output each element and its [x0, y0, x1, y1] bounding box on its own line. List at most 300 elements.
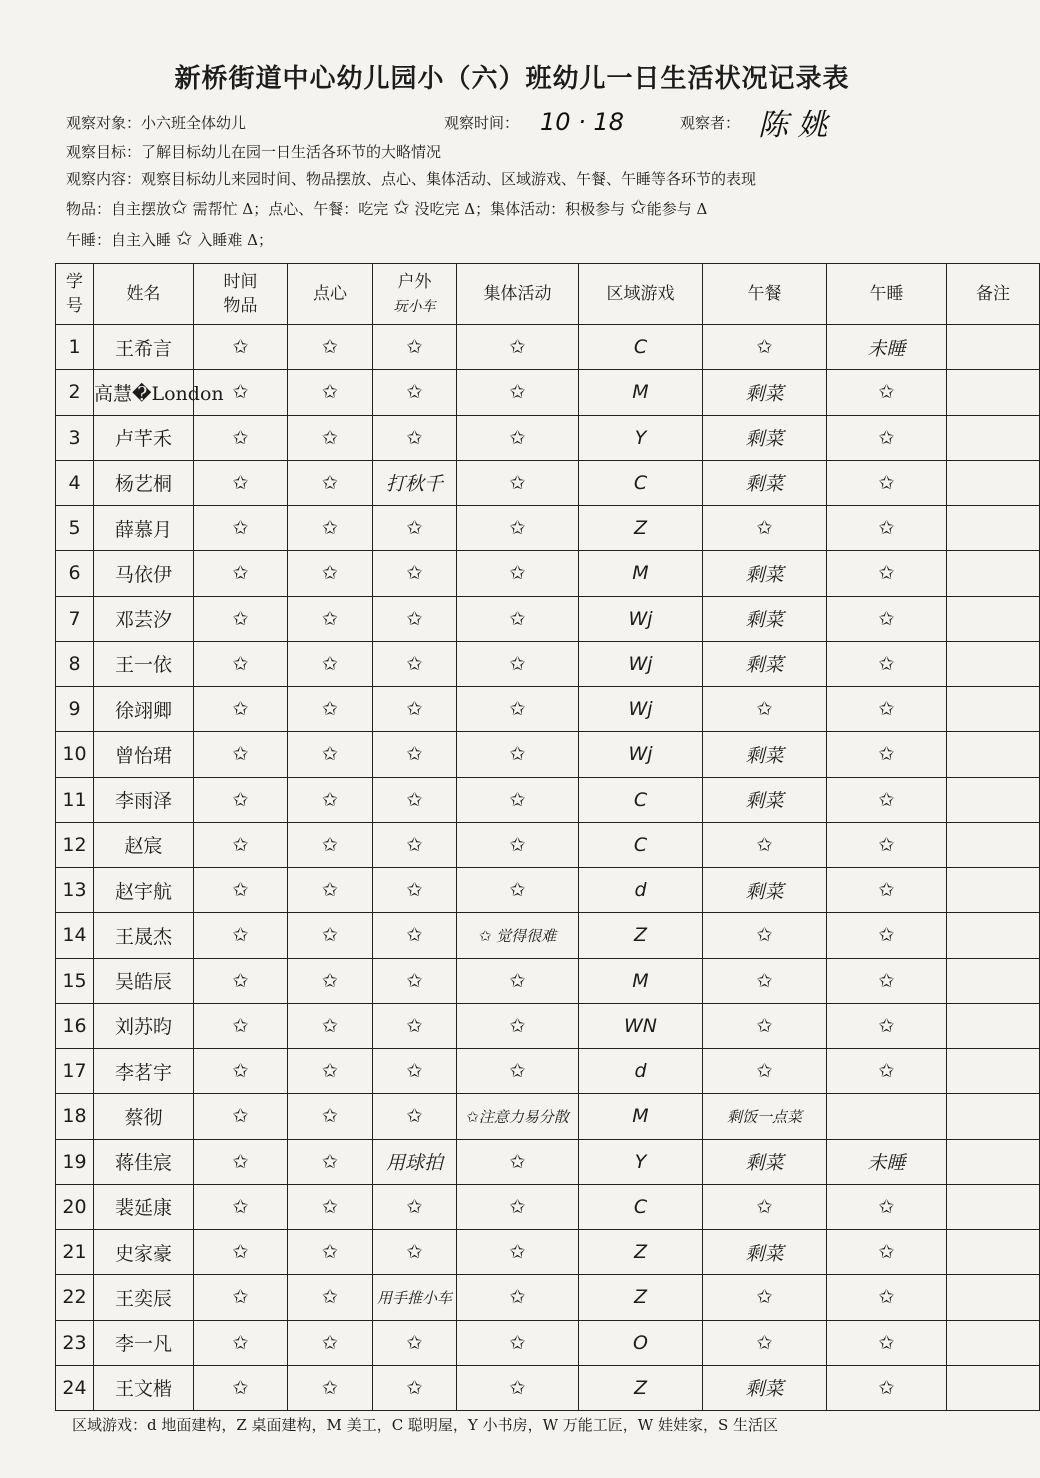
child-name: 王一依	[94, 641, 194, 686]
outdoor-mark: ✩	[373, 370, 457, 415]
group-activity-mark: ✩	[457, 506, 579, 551]
time-items-mark: ✩	[194, 1275, 288, 1320]
snack-mark: ✩	[288, 1049, 373, 1094]
triangle-icon: Δ	[242, 200, 254, 218]
outdoor-mark: ✩	[373, 777, 457, 822]
row-number: 21	[56, 1230, 94, 1275]
time-items-mark: ✩	[194, 1139, 288, 1184]
snack-mark: ✩	[288, 777, 373, 822]
note-cell	[947, 1049, 1040, 1094]
table-row	[56, 460, 1040, 505]
time-items-mark: ✩	[194, 506, 288, 551]
outdoor-mark: ✩	[373, 551, 457, 596]
row-number: 24	[56, 1365, 94, 1410]
table-row	[56, 1184, 1040, 1229]
group-activity-mark: ✩	[457, 551, 579, 596]
row-number: 3	[56, 415, 94, 460]
table-row	[56, 958, 1040, 1003]
nap-mark: ✩	[827, 1003, 947, 1048]
row-number: 4	[56, 460, 94, 505]
nap-mark: ✩	[827, 958, 947, 1003]
legend-group: ；集体活动：	[475, 200, 566, 218]
outdoor-mark: 打秋千	[373, 460, 457, 505]
legend-not-finished: 没吃完	[409, 200, 465, 218]
lunch-mark: 剩菜	[703, 596, 827, 641]
note-cell	[947, 370, 1040, 415]
legend-end: ；	[257, 231, 273, 249]
note-cell	[947, 687, 1040, 732]
snack-mark: ✩	[288, 370, 373, 415]
row-number: 13	[56, 868, 94, 913]
star-icon: ✩	[392, 195, 410, 219]
snack-mark: ✩	[288, 1275, 373, 1320]
table-row	[56, 325, 1040, 370]
table-row	[56, 596, 1040, 641]
header-area: 区域游戏	[579, 264, 703, 325]
time-value: 10 · 18	[540, 108, 624, 136]
legend-hard-sleep: 入睡难	[192, 231, 248, 249]
area-game-mark: Z	[579, 1365, 703, 1410]
row-number: 1	[56, 325, 94, 370]
table-row	[56, 1049, 1040, 1094]
snack-mark: ✩	[288, 1094, 373, 1139]
nap-mark: ✩	[827, 913, 947, 958]
table-row	[56, 370, 1040, 415]
area-game-mark: Z	[579, 913, 703, 958]
legend-can: 能参与	[646, 200, 697, 218]
content-label: 观察内容：	[66, 170, 142, 188]
snack-mark: ✩	[288, 641, 373, 686]
snack-mark: ✩	[288, 1320, 373, 1365]
lunch-mark: ✩	[703, 913, 827, 958]
nap-mark: 未睡	[827, 325, 947, 370]
lunch-mark: ✩	[703, 1184, 827, 1229]
snack-mark: ✩	[288, 822, 373, 867]
note-cell	[947, 913, 1040, 958]
area-game-mark: Z	[579, 506, 703, 551]
time-items-mark: ✩	[194, 687, 288, 732]
time-items-mark: ✩	[194, 641, 288, 686]
child-name: 曾怡珺	[94, 732, 194, 777]
child-name: 王文楷	[94, 1365, 194, 1410]
table-row	[56, 1139, 1040, 1184]
lunch-mark: ✩	[703, 822, 827, 867]
lunch-mark: 剩菜	[703, 1365, 827, 1410]
group-activity-mark: ✩	[457, 958, 579, 1003]
table-row	[56, 913, 1040, 958]
outdoor-mark: ✩	[373, 1003, 457, 1048]
time-items-mark: ✩	[194, 551, 288, 596]
time-items-mark: ✩	[194, 822, 288, 867]
area-game-mark: Z	[579, 1230, 703, 1275]
snack-mark: ✩	[288, 732, 373, 777]
lunch-mark: ✩	[703, 1275, 827, 1320]
note-cell	[947, 641, 1040, 686]
note-cell	[947, 415, 1040, 460]
snack-mark: ✩	[288, 958, 373, 1003]
table-row	[56, 868, 1040, 913]
lunch-mark: ✩	[703, 1003, 827, 1048]
row-number: 7	[56, 596, 94, 641]
nap-mark: ✩	[827, 641, 947, 686]
time-items-mark: ✩	[194, 415, 288, 460]
triangle-icon: Δ	[464, 200, 476, 218]
outdoor-mark: ✩	[373, 641, 457, 686]
time-items-mark: ✩	[194, 777, 288, 822]
outdoor-mark: ✩	[373, 415, 457, 460]
group-activity-mark: ✩	[457, 1365, 579, 1410]
table-row	[56, 777, 1040, 822]
nap-mark: ✩	[827, 777, 947, 822]
lunch-mark: 剩菜	[703, 868, 827, 913]
child-name: 史家豪	[94, 1230, 194, 1275]
legend-line-2	[66, 226, 273, 250]
area-game-mark: Wj	[579, 732, 703, 777]
row-number: 6	[56, 551, 94, 596]
child-name: 吴皓辰	[94, 958, 194, 1003]
area-game-mark: Wj	[579, 687, 703, 732]
group-activity-mark: ✩	[457, 777, 579, 822]
snack-mark: ✩	[288, 913, 373, 958]
table-row	[56, 822, 1040, 867]
time-items-mark: ✩	[194, 732, 288, 777]
table-body	[56, 325, 1040, 1411]
note-cell	[947, 1365, 1040, 1410]
child-name: 李一凡	[94, 1320, 194, 1365]
snack-mark: ✩	[288, 1230, 373, 1275]
outdoor-mark: ✩	[373, 913, 457, 958]
outdoor-mark: ✩	[373, 325, 457, 370]
group-activity-mark: ✩	[457, 325, 579, 370]
nap-mark	[827, 1094, 947, 1139]
row-number: 16	[56, 1003, 94, 1048]
subject-value: 小六班全体幼儿	[141, 114, 247, 132]
time-items-mark: ✩	[194, 370, 288, 415]
table-row	[56, 1320, 1040, 1365]
goal-label: 观察目标：	[66, 143, 142, 161]
note-cell	[947, 506, 1040, 551]
lunch-mark: 剩菜	[703, 370, 827, 415]
lunch-mark: ✩	[703, 1320, 827, 1365]
child-name: 王奕辰	[94, 1275, 194, 1320]
row-number: 5	[56, 506, 94, 551]
row-number: 2	[56, 370, 94, 415]
outdoor-mark: ✩	[373, 822, 457, 867]
snack-mark: ✩	[288, 325, 373, 370]
nap-mark: ✩	[827, 370, 947, 415]
nap-mark: 未睡	[827, 1139, 947, 1184]
time-items-mark: ✩	[194, 1003, 288, 1048]
lunch-mark: 剩菜	[703, 732, 827, 777]
group-activity-mark: ✩	[457, 868, 579, 913]
lunch-mark: 剩菜	[703, 1139, 827, 1184]
snack-mark: ✩	[288, 596, 373, 641]
group-activity-mark: ✩	[457, 415, 579, 460]
header-no: 学 号	[56, 264, 94, 325]
child-name: 王晟杰	[94, 913, 194, 958]
child-name: 马依伊	[94, 551, 194, 596]
time-items-mark: ✩	[194, 868, 288, 913]
goal-line	[66, 141, 441, 162]
legend-self-place: 自主摆放	[111, 200, 172, 218]
row-number: 11	[56, 777, 94, 822]
row-number: 22	[56, 1275, 94, 1320]
child-name: 蔡彻	[94, 1094, 194, 1139]
row-number: 14	[56, 913, 94, 958]
snack-mark: ✩	[288, 1003, 373, 1048]
group-activity-mark: ✩	[457, 1230, 579, 1275]
nap-mark: ✩	[827, 415, 947, 460]
lunch-mark: 剩菜	[703, 460, 827, 505]
note-cell	[947, 1320, 1040, 1365]
snack-mark: ✩	[288, 1365, 373, 1410]
legend-items-label: 物品：	[66, 200, 112, 218]
legend-snack: ；点心、午餐：	[253, 200, 359, 218]
child-name: 王希言	[94, 325, 194, 370]
child-name: 裴延康	[94, 1184, 194, 1229]
time-items-mark: ✩	[194, 1320, 288, 1365]
lunch-mark: 剩菜	[703, 551, 827, 596]
area-game-mark: Wj	[579, 596, 703, 641]
row-number: 15	[56, 958, 94, 1003]
header-snack: 点心	[288, 264, 373, 325]
legend-need-help: 需帮忙	[187, 200, 243, 218]
table-row	[56, 687, 1040, 732]
nap-mark: ✩	[827, 687, 947, 732]
legend-nap-label: 午睡：	[66, 231, 112, 249]
child-name: 高慧�London	[94, 370, 194, 415]
child-name: 李雨泽	[94, 777, 194, 822]
outdoor-mark: ✩	[373, 687, 457, 732]
lunch-mark: 剩菜	[703, 415, 827, 460]
child-name: 卢芊禾	[94, 415, 194, 460]
nap-mark: ✩	[827, 460, 947, 505]
note-cell	[947, 958, 1040, 1003]
outdoor-mark: 用手推小车	[373, 1275, 457, 1320]
lunch-mark: ✩	[703, 1049, 827, 1094]
table-row	[56, 506, 1040, 551]
table-row	[56, 551, 1040, 596]
note-cell	[947, 596, 1040, 641]
lunch-mark: ✩	[703, 958, 827, 1003]
nap-mark: ✩	[827, 1275, 947, 1320]
time-items-mark: ✩	[194, 913, 288, 958]
observer-value: 陈 姚	[758, 108, 828, 143]
snack-mark: ✩	[288, 687, 373, 732]
note-cell	[947, 325, 1040, 370]
triangle-icon: Δ	[247, 231, 258, 249]
note-cell	[947, 1139, 1040, 1184]
goal-value: 了解目标幼儿在园一日生活各环节的大略情况	[141, 143, 442, 161]
group-activity-mark: ✩	[457, 1184, 579, 1229]
table-header-row	[56, 264, 1040, 325]
time-items-mark: ✩	[194, 1184, 288, 1229]
outdoor-mark: ✩	[373, 1184, 457, 1229]
outdoor-mark: 用球拍	[373, 1139, 457, 1184]
note-cell	[947, 551, 1040, 596]
child-name: 刘苏昀	[94, 1003, 194, 1048]
area-game-mark: C	[579, 777, 703, 822]
nap-mark: ✩	[827, 551, 947, 596]
star-icon: ✩	[171, 195, 188, 219]
table-row	[56, 1365, 1040, 1410]
note-cell	[947, 822, 1040, 867]
legend-self-sleep: 自主入睡	[111, 231, 176, 249]
child-name: 赵宸	[94, 822, 194, 867]
group-activity-mark: ✩	[457, 460, 579, 505]
outdoor-mark: ✩	[373, 1230, 457, 1275]
child-name: 赵宇航	[94, 868, 194, 913]
row-number: 8	[56, 641, 94, 686]
group-activity-mark: ✩	[457, 732, 579, 777]
outdoor-mark: ✩	[373, 958, 457, 1003]
subject-label: 观察对象：	[66, 114, 142, 132]
legend-line-1	[66, 195, 707, 219]
note-cell	[947, 1230, 1040, 1275]
lunch-mark: ✩	[703, 687, 827, 732]
area-game-mark: O	[579, 1320, 703, 1365]
lunch-mark: ✩	[703, 506, 827, 551]
table-row	[56, 732, 1040, 777]
time-items-mark: ✩	[194, 958, 288, 1003]
outdoor-mark: ✩	[373, 1049, 457, 1094]
note-cell	[947, 1275, 1040, 1320]
nap-mark: ✩	[827, 868, 947, 913]
header-time: 时间 物品	[194, 264, 288, 325]
header-lunch: 午餐	[703, 264, 827, 325]
child-name: 徐翊卿	[94, 687, 194, 732]
outdoor-mark: ✩	[373, 1365, 457, 1410]
row-number: 17	[56, 1049, 94, 1094]
sheet-title: 新桥街道中心幼儿园小（六）班幼儿一日生活状况记录表	[174, 64, 850, 94]
note-cell	[947, 1094, 1040, 1139]
row-number: 18	[56, 1094, 94, 1139]
note-cell	[947, 1184, 1040, 1229]
time-items-mark: ✩	[194, 1230, 288, 1275]
table-row	[56, 1275, 1040, 1320]
outdoor-mark: ✩	[373, 596, 457, 641]
nap-mark: ✩	[827, 596, 947, 641]
record-table	[55, 263, 1040, 1411]
group-activity-mark: ✩	[457, 687, 579, 732]
group-activity-mark: ✩	[457, 1003, 579, 1048]
group-activity-mark: ✩	[457, 1049, 579, 1094]
note-cell	[947, 868, 1040, 913]
content-value: 观察目标幼儿来园时间、物品摆放、点心、集体活动、区域游戏、午餐、午睡等各环节的表现	[141, 170, 757, 188]
area-game-mark: M	[579, 958, 703, 1003]
area-game-mark: M	[579, 370, 703, 415]
nap-mark: ✩	[827, 1184, 947, 1229]
row-number: 9	[56, 687, 94, 732]
area-game-mark: Z	[579, 1275, 703, 1320]
row-number: 10	[56, 732, 94, 777]
group-activity-mark: ✩	[457, 822, 579, 867]
child-name: 杨艺桐	[94, 460, 194, 505]
snack-mark: ✩	[288, 868, 373, 913]
note-cell	[947, 460, 1040, 505]
area-game-mark: M	[579, 551, 703, 596]
nap-mark: ✩	[827, 1049, 947, 1094]
child-name: 薛慕月	[94, 506, 194, 551]
outdoor-mark: ✩	[373, 868, 457, 913]
header-name: 姓名	[94, 264, 194, 325]
area-game-mark: Wj	[579, 641, 703, 686]
table-row	[56, 1094, 1040, 1139]
content-line	[66, 168, 756, 189]
area-game-mark: C	[579, 822, 703, 867]
time-items-mark: ✩	[194, 1049, 288, 1094]
note-cell	[947, 732, 1040, 777]
area-game-mark: C	[579, 460, 703, 505]
area-game-mark: Y	[579, 415, 703, 460]
group-activity-mark: ✩ 觉得很难	[457, 913, 579, 958]
group-activity-mark: ✩	[457, 370, 579, 415]
time-items-mark: ✩	[194, 325, 288, 370]
area-game-mark: Y	[579, 1139, 703, 1184]
time-items-mark: ✩	[194, 1094, 288, 1139]
area-game-mark: M	[579, 1094, 703, 1139]
star-icon: ✩	[175, 226, 193, 250]
outdoor-mark: ✩	[373, 1094, 457, 1139]
nap-mark: ✩	[827, 822, 947, 867]
row-number: 20	[56, 1184, 94, 1229]
outdoor-mark: ✩	[373, 732, 457, 777]
lunch-mark: 剩菜	[703, 1230, 827, 1275]
header-note: 备注	[947, 264, 1040, 325]
outdoor-mark: ✩	[373, 1320, 457, 1365]
header-group: 集体活动	[457, 264, 579, 325]
outdoor-mark: ✩	[373, 506, 457, 551]
nap-mark: ✩	[827, 506, 947, 551]
lunch-mark: ✩	[703, 325, 827, 370]
legend-active: 积极参与	[565, 200, 630, 218]
row-number: 19	[56, 1139, 94, 1184]
row-number: 23	[56, 1320, 94, 1365]
area-game-mark: C	[579, 325, 703, 370]
group-activity-mark: ✩	[457, 1320, 579, 1365]
lunch-mark: 剩饭一点菜	[703, 1094, 827, 1139]
nap-mark: ✩	[827, 1230, 947, 1275]
group-activity-mark: ✩	[457, 1275, 579, 1320]
nap-mark: ✩	[827, 732, 947, 777]
child-name: 蒋佳宸	[94, 1139, 194, 1184]
legend-finished: 吃完	[358, 200, 393, 218]
snack-mark: ✩	[288, 1184, 373, 1229]
snack-mark: ✩	[288, 415, 373, 460]
triangle-icon: Δ	[696, 200, 708, 218]
nap-mark: ✩	[827, 1320, 947, 1365]
table-row	[56, 1003, 1040, 1048]
note-cell	[947, 1003, 1040, 1048]
area-game-mark: C	[579, 1184, 703, 1229]
lunch-mark: 剩菜	[703, 641, 827, 686]
area-game-mark: d	[579, 868, 703, 913]
header-outdoor: 户外 玩小车	[373, 264, 457, 325]
area-game-mark: WN	[579, 1003, 703, 1048]
snack-mark: ✩	[288, 506, 373, 551]
time-items-mark: ✩	[194, 460, 288, 505]
note-cell	[947, 777, 1040, 822]
observer-label: 观察者：	[680, 114, 741, 132]
row-number: 12	[56, 822, 94, 867]
header-nap: 午睡	[827, 264, 947, 325]
group-activity-mark: ✩注意力易分散	[457, 1094, 579, 1139]
time-items-mark: ✩	[194, 596, 288, 641]
child-name: 李茗宇	[94, 1049, 194, 1094]
snack-mark: ✩	[288, 460, 373, 505]
group-activity-mark: ✩	[457, 596, 579, 641]
lunch-mark: 剩菜	[703, 777, 827, 822]
